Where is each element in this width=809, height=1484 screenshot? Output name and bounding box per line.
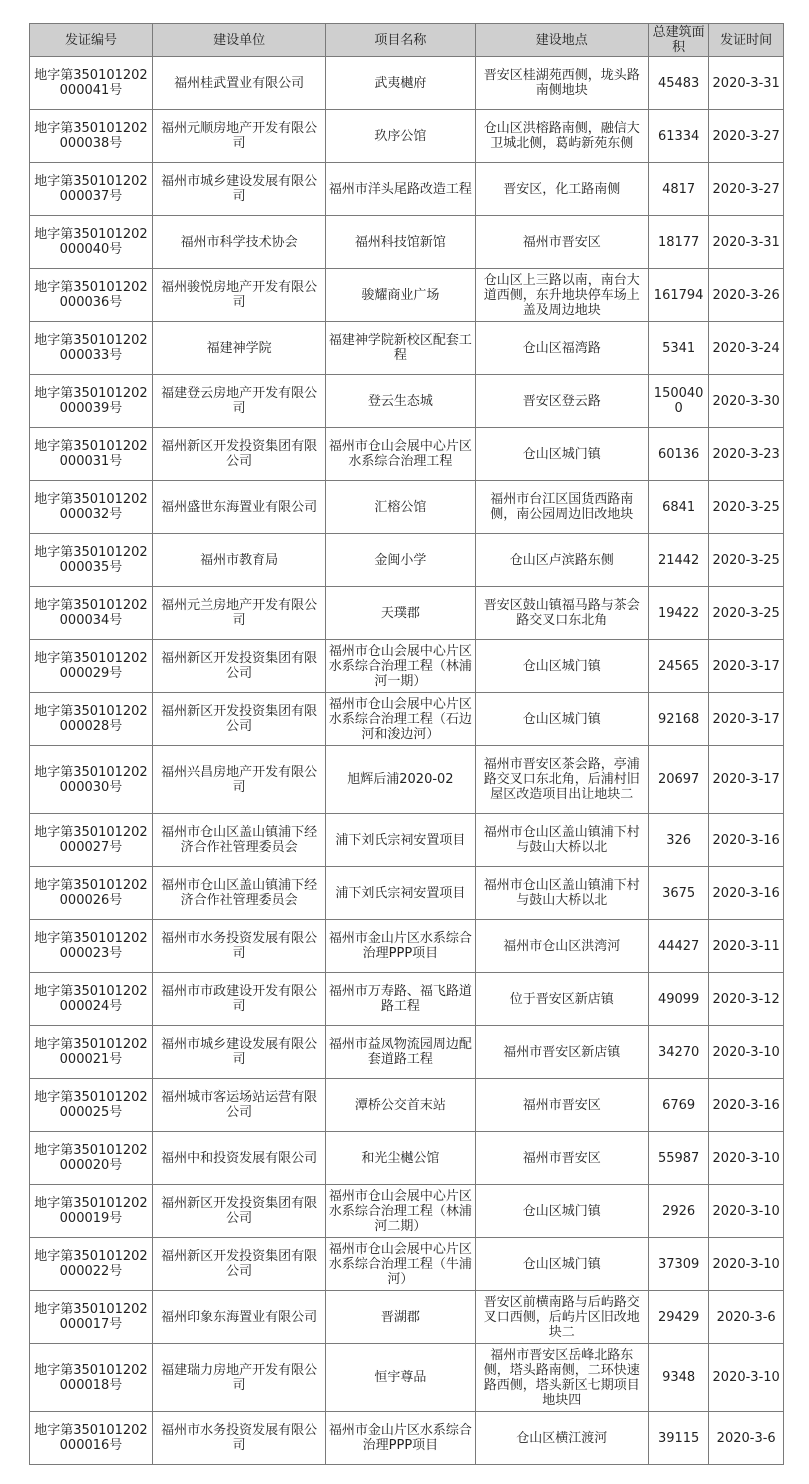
location-cell: 位于晋安区新店镇 — [475, 973, 648, 1026]
location-cell: 仓山区横江渡河 — [475, 1412, 648, 1465]
unit-cell: 福州新区开发投资集团有限公司 — [152, 428, 325, 481]
unit-cell: 福州骏悦房地产开发有限公司 — [152, 269, 325, 322]
location-cell: 福州市晋安区 — [475, 1132, 648, 1185]
col-header-area: 总建筑面积 — [648, 24, 708, 57]
table-row — [30, 814, 784, 867]
col-header-permit-no: 发证编号 — [30, 24, 153, 57]
project-name-cell: 福州市益凤物流园周边配套道路工程 — [326, 1026, 475, 1079]
location-cell: 仓山区城门镇 — [475, 428, 648, 481]
unit-cell: 福州市水务投资发展有限公司 — [152, 920, 325, 973]
permit-table — [29, 23, 784, 1465]
issue-date-cell: 2020-3-6 — [709, 1291, 784, 1344]
permit-no-cell: 地字第350101202000020号 — [30, 1132, 153, 1185]
col-header-unit: 建设单位 — [152, 24, 325, 57]
issue-date-cell: 2020-3-27 — [709, 110, 784, 163]
table-row — [30, 920, 784, 973]
table-row — [30, 1344, 784, 1412]
project-name-cell: 福州市金山片区水系综合治理PPP项目 — [326, 920, 475, 973]
header-row — [30, 24, 784, 57]
project-name-cell: 天璞郡 — [326, 587, 475, 640]
unit-cell: 福州市科学技术协会 — [152, 216, 325, 269]
issue-date-cell: 2020-3-17 — [709, 746, 784, 814]
unit-cell: 福州市仓山区盖山镇浦下经济合作社管理委员会 — [152, 867, 325, 920]
permit-no-cell: 地字第350101202000022号 — [30, 1238, 153, 1291]
area-cell: 1500400 — [648, 375, 708, 428]
permit-no-cell: 地字第350101202000028号 — [30, 693, 153, 746]
table-row — [30, 1291, 784, 1344]
unit-cell: 福州中和投资发展有限公司 — [152, 1132, 325, 1185]
issue-date-cell: 2020-3-23 — [709, 428, 784, 481]
issue-date-cell: 2020-3-10 — [709, 1344, 784, 1412]
table-row — [30, 640, 784, 693]
issue-date-cell: 2020-3-10 — [709, 1238, 784, 1291]
table-row — [30, 269, 784, 322]
col-header-date: 发证时间 — [709, 24, 784, 57]
unit-cell: 福州城市客运场站运营有限公司 — [152, 1079, 325, 1132]
area-cell: 326 — [648, 814, 708, 867]
permit-no-cell: 地字第350101202000030号 — [30, 746, 153, 814]
project-name-cell: 福州市仓山会展中心片区水系综合治理工程 — [326, 428, 475, 481]
area-cell: 2926 — [648, 1185, 708, 1238]
permit-no-cell: 地字第350101202000025号 — [30, 1079, 153, 1132]
unit-cell: 福州市仓山区盖山镇浦下经济合作社管理委员会 — [152, 814, 325, 867]
location-cell: 晋安区登云路 — [475, 375, 648, 428]
area-cell: 161794 — [648, 269, 708, 322]
issue-date-cell: 2020-3-26 — [709, 269, 784, 322]
area-cell: 29429 — [648, 1291, 708, 1344]
permit-no-cell: 地字第350101202000017号 — [30, 1291, 153, 1344]
issue-date-cell: 2020-3-31 — [709, 216, 784, 269]
project-name-cell: 浦下刘氏宗祠安置项目 — [326, 867, 475, 920]
project-name-cell: 恒宇尊品 — [326, 1344, 475, 1412]
table-body — [30, 57, 784, 1465]
table-row — [30, 1185, 784, 1238]
area-cell: 49099 — [648, 973, 708, 1026]
table-row — [30, 428, 784, 481]
area-cell: 61334 — [648, 110, 708, 163]
area-cell: 55987 — [648, 1132, 708, 1185]
permit-no-cell: 地字第350101202000041号 — [30, 57, 153, 110]
area-cell: 19422 — [648, 587, 708, 640]
permit-no-cell: 地字第350101202000023号 — [30, 920, 153, 973]
permit-no-cell: 地字第350101202000019号 — [30, 1185, 153, 1238]
project-name-cell: 潭桥公交首末站 — [326, 1079, 475, 1132]
project-name-cell: 登云生态城 — [326, 375, 475, 428]
table-row — [30, 973, 784, 1026]
project-name-cell: 金闽小学 — [326, 534, 475, 587]
unit-cell: 福州市水务投资发展有限公司 — [152, 1412, 325, 1465]
issue-date-cell: 2020-3-25 — [709, 481, 784, 534]
project-name-cell: 汇榕公馆 — [326, 481, 475, 534]
unit-cell: 福州新区开发投资集团有限公司 — [152, 1238, 325, 1291]
location-cell: 仓山区福湾路 — [475, 322, 648, 375]
table-row — [30, 693, 784, 746]
location-cell: 福州市晋安区茶会路，亭浦路交叉口东北角，后浦村旧屋区改造项目出让地块二 — [475, 746, 648, 814]
project-name-cell: 福州市仓山会展中心片区水系综合治理工程（牛浦河） — [326, 1238, 475, 1291]
issue-date-cell: 2020-3-12 — [709, 973, 784, 1026]
issue-date-cell: 2020-3-25 — [709, 587, 784, 640]
table-row — [30, 746, 784, 814]
area-cell: 18177 — [648, 216, 708, 269]
issue-date-cell: 2020-3-16 — [709, 867, 784, 920]
permit-no-cell: 地字第350101202000036号 — [30, 269, 153, 322]
issue-date-cell: 2020-3-16 — [709, 1079, 784, 1132]
issue-date-cell: 2020-3-16 — [709, 814, 784, 867]
permit-no-cell: 地字第350101202000039号 — [30, 375, 153, 428]
permit-no-cell: 地字第350101202000026号 — [30, 867, 153, 920]
table-row — [30, 163, 784, 216]
project-name-cell: 福州科技馆新馆 — [326, 216, 475, 269]
area-cell: 37309 — [648, 1238, 708, 1291]
unit-cell: 福州兴昌房地产开发有限公司 — [152, 746, 325, 814]
permit-no-cell: 地字第350101202000032号 — [30, 481, 153, 534]
area-cell: 9348 — [648, 1344, 708, 1412]
permit-no-cell: 地字第350101202000018号 — [30, 1344, 153, 1412]
area-cell: 45483 — [648, 57, 708, 110]
permit-no-cell: 地字第350101202000034号 — [30, 587, 153, 640]
issue-date-cell: 2020-3-10 — [709, 1185, 784, 1238]
area-cell: 34270 — [648, 1026, 708, 1079]
area-cell: 5341 — [648, 322, 708, 375]
unit-cell: 福州市城乡建设发展有限公司 — [152, 163, 325, 216]
location-cell: 福州市晋安区 — [475, 1079, 648, 1132]
area-cell: 20697 — [648, 746, 708, 814]
location-cell: 福州市仓山区洪湾河 — [475, 920, 648, 973]
table-row — [30, 375, 784, 428]
location-cell: 晋安区，化工路南侧 — [475, 163, 648, 216]
project-name-cell: 骏耀商业广场 — [326, 269, 475, 322]
issue-date-cell: 2020-3-24 — [709, 322, 784, 375]
location-cell: 福州市晋安区 — [475, 216, 648, 269]
project-name-cell: 玖序公馆 — [326, 110, 475, 163]
permit-no-cell: 地字第350101202000031号 — [30, 428, 153, 481]
area-cell: 92168 — [648, 693, 708, 746]
area-cell: 60136 — [648, 428, 708, 481]
project-name-cell: 福建神学院新校区配套工程 — [326, 322, 475, 375]
table-row — [30, 1079, 784, 1132]
project-name-cell: 福州市金山片区水系综合治理PPP项目 — [326, 1412, 475, 1465]
location-cell: 福州市台江区国货西路南侧，南公园周边旧改地块 — [475, 481, 648, 534]
area-cell: 6769 — [648, 1079, 708, 1132]
unit-cell: 福建瑞力房地产开发有限公司 — [152, 1344, 325, 1412]
unit-cell: 福州新区开发投资集团有限公司 — [152, 1185, 325, 1238]
project-name-cell: 武夷樾府 — [326, 57, 475, 110]
unit-cell: 福州印象东海置业有限公司 — [152, 1291, 325, 1344]
col-header-location: 建设地点 — [475, 24, 648, 57]
issue-date-cell: 2020-3-25 — [709, 534, 784, 587]
project-name-cell: 浦下刘氏宗祠安置项目 — [326, 814, 475, 867]
project-name-cell: 福州市万寿路、福飞路道路工程 — [326, 973, 475, 1026]
unit-cell: 福州新区开发投资集团有限公司 — [152, 693, 325, 746]
col-header-project: 项目名称 — [326, 24, 475, 57]
project-name-cell: 福州市仓山会展中心片区水系综合治理工程（林浦河一期） — [326, 640, 475, 693]
table-row — [30, 1026, 784, 1079]
issue-date-cell: 2020-3-17 — [709, 693, 784, 746]
issue-date-cell: 2020-3-30 — [709, 375, 784, 428]
location-cell: 晋安区桂湖苑西侧，垅头路南侧地块 — [475, 57, 648, 110]
area-cell: 3675 — [648, 867, 708, 920]
permit-no-cell: 地字第350101202000027号 — [30, 814, 153, 867]
permit-no-cell: 地字第350101202000016号 — [30, 1412, 153, 1465]
table-row — [30, 110, 784, 163]
table-row — [30, 1238, 784, 1291]
unit-cell: 福州盛世东海置业有限公司 — [152, 481, 325, 534]
area-cell: 39115 — [648, 1412, 708, 1465]
issue-date-cell: 2020-3-31 — [709, 57, 784, 110]
unit-cell: 福建神学院 — [152, 322, 325, 375]
project-name-cell: 福州市仓山会展中心片区水系综合治理工程（石边河和浚边河） — [326, 693, 475, 746]
unit-cell: 福州市市政建设开发有限公司 — [152, 973, 325, 1026]
location-cell: 福州市仓山区盖山镇浦下村与鼓山大桥以北 — [475, 814, 648, 867]
location-cell: 仓山区城门镇 — [475, 1238, 648, 1291]
project-name-cell: 福州市仓山会展中心片区水系综合治理工程（林浦河二期） — [326, 1185, 475, 1238]
issue-date-cell: 2020-3-10 — [709, 1026, 784, 1079]
permit-no-cell: 地字第350101202000040号 — [30, 216, 153, 269]
table-row — [30, 587, 784, 640]
area-cell: 44427 — [648, 920, 708, 973]
unit-cell: 福州新区开发投资集团有限公司 — [152, 640, 325, 693]
table-row — [30, 57, 784, 110]
area-cell: 21442 — [648, 534, 708, 587]
unit-cell: 福州元兰房地产开发有限公司 — [152, 587, 325, 640]
table-row — [30, 534, 784, 587]
location-cell: 福州市晋安区新店镇 — [475, 1026, 648, 1079]
project-name-cell: 福州市洋头尾路改造工程 — [326, 163, 475, 216]
table-row — [30, 867, 784, 920]
location-cell: 仓山区洪榕路南侧，融信大卫城北侧，葛屿新苑东侧 — [475, 110, 648, 163]
table-row — [30, 1132, 784, 1185]
table-row — [30, 1412, 784, 1465]
issue-date-cell: 2020-3-27 — [709, 163, 784, 216]
permit-no-cell: 地字第350101202000033号 — [30, 322, 153, 375]
project-name-cell: 旭辉后浦2020-02 — [326, 746, 475, 814]
table-row — [30, 216, 784, 269]
unit-cell: 福州市教育局 — [152, 534, 325, 587]
issue-date-cell: 2020-3-6 — [709, 1412, 784, 1465]
area-cell: 4817 — [648, 163, 708, 216]
unit-cell: 福州元顺房地产开发有限公司 — [152, 110, 325, 163]
permit-no-cell: 地字第350101202000021号 — [30, 1026, 153, 1079]
unit-cell: 福建登云房地产开发有限公司 — [152, 375, 325, 428]
location-cell: 仓山区城门镇 — [475, 1185, 648, 1238]
location-cell: 晋安区鼓山镇福马路与茶会路交叉口东北角 — [475, 587, 648, 640]
permit-no-cell: 地字第350101202000038号 — [30, 110, 153, 163]
table-row — [30, 322, 784, 375]
project-name-cell: 晋湖郡 — [326, 1291, 475, 1344]
unit-cell: 福州市城乡建设发展有限公司 — [152, 1026, 325, 1079]
project-name-cell: 和光尘樾公馆 — [326, 1132, 475, 1185]
issue-date-cell: 2020-3-11 — [709, 920, 784, 973]
location-cell: 仓山区卢滨路东侧 — [475, 534, 648, 587]
area-cell: 24565 — [648, 640, 708, 693]
issue-date-cell: 2020-3-10 — [709, 1132, 784, 1185]
permit-no-cell: 地字第350101202000024号 — [30, 973, 153, 1026]
table-row — [30, 481, 784, 534]
location-cell: 仓山区城门镇 — [475, 640, 648, 693]
location-cell: 福州市晋安区岳峰北路东侧，塔头路南侧，二环快速路西侧，塔头新区七期项目地块四 — [475, 1344, 648, 1412]
unit-cell: 福州桂武置业有限公司 — [152, 57, 325, 110]
permit-no-cell: 地字第350101202000029号 — [30, 640, 153, 693]
location-cell: 仓山区上三路以南，南台大道西侧，东升地块停车场上盖及周边地块 — [475, 269, 648, 322]
location-cell: 仓山区城门镇 — [475, 693, 648, 746]
location-cell: 晋安区前横南路与后屿路交叉口西侧，后屿片区旧改地块二 — [475, 1291, 648, 1344]
area-cell: 6841 — [648, 481, 708, 534]
location-cell: 福州市仓山区盖山镇浦下村与鼓山大桥以北 — [475, 867, 648, 920]
permit-no-cell: 地字第350101202000035号 — [30, 534, 153, 587]
permit-no-cell: 地字第350101202000037号 — [30, 163, 153, 216]
issue-date-cell: 2020-3-17 — [709, 640, 784, 693]
